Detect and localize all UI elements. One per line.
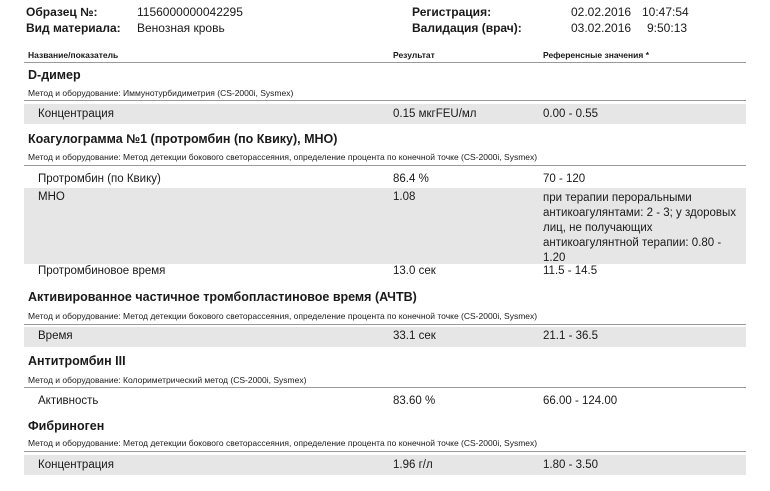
section-method: Метод и оборудование: Метод детекции бокового светорассеяния, определение процента по конечной точке (CS-2000i, Sysmex) [28, 311, 538, 321]
row-name: Активность [38, 395, 99, 407]
validation-date: 03.02.2016 [571, 21, 632, 35]
section-divider [24, 451, 746, 452]
row-result: 13.0 сек [393, 265, 436, 277]
row-name: Протромбиновое время [38, 265, 166, 277]
row-name: Время [38, 330, 73, 342]
section-method: Метод и оборудование: Метод детекции бокового светорассеяния, определение процента по конечной точке (CS-2000i, Sysmex) [28, 438, 538, 448]
row-result: 83.60 % [393, 395, 436, 407]
material-value: Венозная кровь [137, 21, 225, 35]
validation-time: 9:50:13 [647, 21, 688, 35]
sample-number-label: Образец №: [26, 5, 98, 19]
row-result: 1.96 г/л [393, 459, 433, 471]
section-title-fibrinogen: Фибриноген [28, 419, 105, 433]
row-reference: 0.00 - 0.55 [543, 108, 598, 120]
header-divider [24, 62, 746, 63]
row-reference: 70 - 120 [543, 173, 586, 185]
table-row [24, 188, 746, 264]
sample-number-value: 1156000000042295 [137, 5, 243, 19]
row-reference: 1.80 - 3.50 [543, 459, 598, 471]
row-result: 1.08 [393, 191, 416, 203]
row-reference: при терапии пероральными антикоагулянтами: 2 - 3; у здоровых лиц, не получающих антикоагулянтной терапии: 0.80 - 1.20 [543, 192, 737, 264]
row-reference: 21.1 - 36.5 [543, 330, 598, 342]
section-divider [24, 100, 746, 101]
column-header-reference: Референсные значения * [543, 50, 650, 60]
row-result: 0.15 мкгFEU/мл [393, 108, 477, 120]
row-name: Концентрация [38, 108, 114, 120]
row-name: Протромбин (по Квику) [38, 173, 161, 185]
table-row [24, 455, 746, 475]
section-title-coagulogram: Коагулограмма №1 (протромбин (по Квику), МНО) [28, 132, 338, 146]
section-divider [24, 324, 746, 325]
section-title-aptt: Активированное частичное тромбопластиновое время (АЧТВ) [28, 290, 417, 304]
section-title-d-dimer: D-димер [28, 68, 81, 82]
table-row [24, 327, 746, 347]
row-name: Концентрация [38, 459, 114, 471]
material-label: Вид материала: [26, 21, 121, 35]
registration-label: Регистрация: [412, 5, 492, 19]
column-header-result: Результат [393, 50, 435, 60]
row-reference: 11.5 - 14.5 [543, 265, 598, 277]
section-method: Метод и оборудование: Иммунотурбидиметрия (CS-2000i, Sysmex) [28, 88, 294, 98]
column-header-name: Название/показатель [28, 50, 119, 60]
section-title-antithrombin: Антитромбин III [28, 354, 126, 368]
section-method: Метод и оборудование: Метод детекции бокового светорассеяния, определение процента по конечной точке (CS-2000i, Sysmex) [28, 152, 538, 162]
row-result: 33.1 сек [393, 330, 436, 342]
row-result: 86.4 % [393, 173, 429, 185]
table-row [24, 104, 746, 124]
section-divider [24, 165, 746, 166]
registration-date: 02.02.2016 [571, 5, 632, 19]
row-name: МНО [38, 191, 65, 203]
row-reference: 66.00 - 124.00 [543, 395, 618, 407]
registration-time: 10:47:54 [642, 5, 689, 19]
section-divider [24, 387, 746, 388]
section-method: Метод и оборудование: Колориметрический метод (CS-2000i, Sysmex) [28, 375, 307, 385]
validation-label: Валидация (врач): [412, 21, 522, 35]
